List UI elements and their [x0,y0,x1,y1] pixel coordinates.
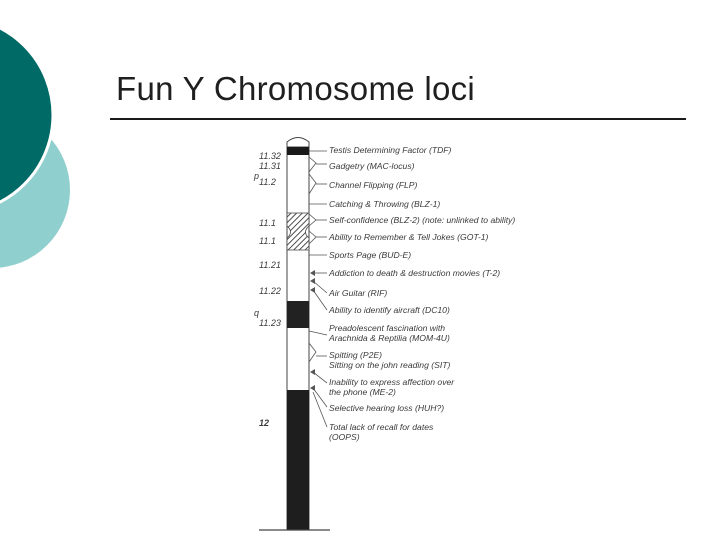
slide-title: Fun Y Chromosome loci [116,70,476,107]
locus-label: Channel Flipping (FLP) [329,180,418,190]
arrow-marker [310,385,315,391]
leader-bracket [309,231,316,244]
locus-label: Ability to Remember & Tell Jokes (GOT-1) [329,232,489,242]
band-label: 11.1 [259,218,276,228]
arrow-marker [310,287,315,293]
locus-label: Air Guitar (RIF) [329,288,388,298]
arm-label-p: p [254,171,260,181]
locus-label: Gadgetry (MAC-locus) [329,161,415,171]
leader-line [313,372,327,383]
locus-label: (OOPS) [329,432,360,442]
leader-line [309,331,327,335]
locus-label: Ability to identify aircraft (DC10) [329,305,450,315]
centromere-band [287,213,309,250]
locus-label: Arachnida & Reptilia (MOM-4U) [329,333,450,343]
leader-bracket [309,174,316,194]
band-label: 11.2 [259,177,276,187]
arrow-marker [310,270,315,276]
arrow-marker [310,369,315,375]
band-label: 11.22 [259,286,281,296]
locus-label: Total lack of recall for dates [329,422,434,432]
locus-label: Sitting on the john reading (SIT) [329,360,451,370]
locus-label: Inability to express affection over [329,377,455,387]
chromosome-outline [287,138,309,149]
band-label: 11.23 [259,318,281,328]
locus-label: Spitting (P2E) [329,350,383,360]
locus-label: Catching & Throwing (BLZ-1) [329,199,441,209]
leader-bracket [309,214,316,226]
leader-line [313,281,327,293]
leader-bracket [309,343,316,362]
band-label: 11.1 [259,236,276,246]
locus-label: Selective hearing loss (HUH?) [329,403,445,413]
band-label: 11.21 [259,260,281,270]
leader-line [313,290,327,310]
band-label: 11.31 [259,161,281,171]
band-11-32 [287,147,309,155]
arm-label-q: q [254,308,260,318]
band-12 [287,390,309,530]
locus-label: Sports Page (BUD-E) [329,250,412,260]
band-label: 11.32 [259,151,281,161]
locus-label: the phone (ME-2) [329,387,396,397]
band-label: 12 [259,418,270,428]
locus-label: Addiction to death & destruction movies (T-2) [329,268,501,278]
locus-label: Preadolescent fascination with [329,323,446,333]
leader-bracket [309,157,316,172]
locus-label: Testis Determining Factor (TDF) [329,145,452,155]
locus-label: Self-confidence (BLZ-2) (note: unlinked to ability) [329,215,516,225]
band-11-23 [287,301,309,328]
arrow-marker [310,278,315,284]
